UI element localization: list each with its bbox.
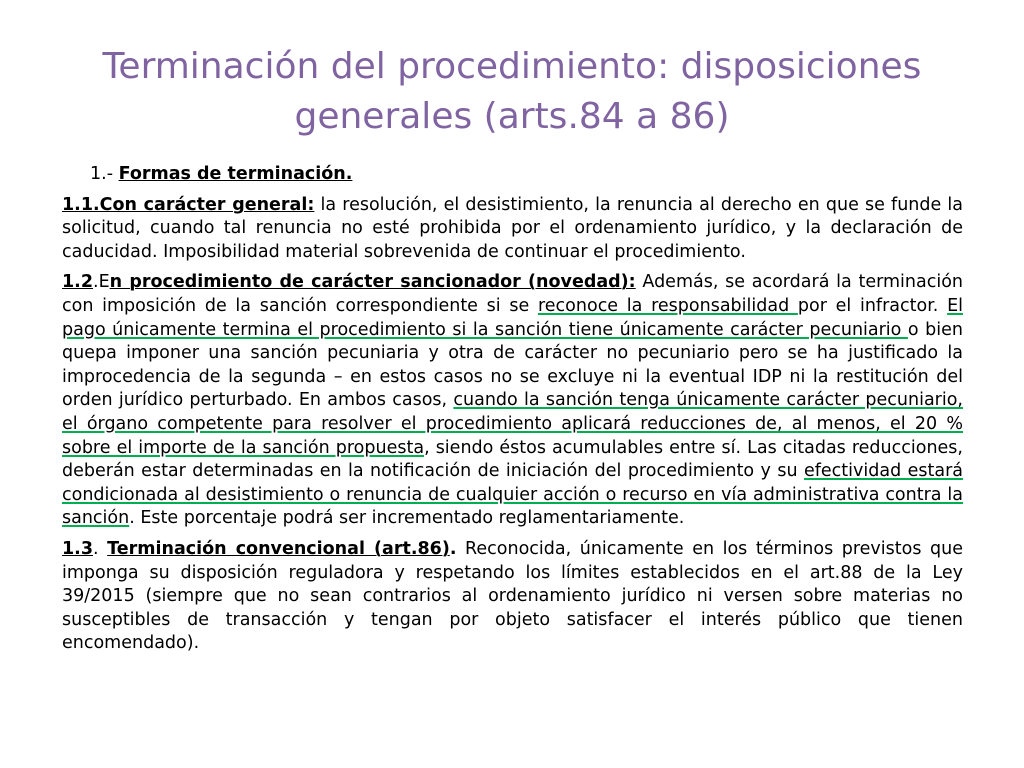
paragraph-1-1-heading: 1.1.Con carácter general: bbox=[62, 194, 315, 215]
paragraph-1-2-text-1: Además, se acordará la terminación con imposición de la sanción correspondiente si se bbox=[62, 272, 963, 316]
paragraph-1-3 bbox=[62, 538, 963, 656]
title-line-1: Terminación del procedimiento: disposiciones bbox=[102, 46, 922, 87]
paragraph-1-2-heading-b: n procedimiento de carácter sancionador (novedad): bbox=[109, 272, 636, 293]
paragraph-1-2-underlined-2: El pago únicamente termina el procedimiento si la sanción tiene únicamente carácter pecuniario bbox=[62, 295, 963, 340]
paragraph-1-1 bbox=[62, 194, 963, 265]
title-line-2: generales (arts.84 a 86) bbox=[294, 96, 730, 137]
paragraph-1-2-underlined-3: cuando la sanción tenga únicamente carácter pecuniario, el órgano competente para resolver el procedimiento aplicará reducciones de, al menos, el 20 % sobre el importe de la sanción propuesta bbox=[62, 390, 963, 458]
paragraph-1-3-dot-2: . bbox=[449, 538, 457, 559]
paragraph-1-3-number: 1.3 bbox=[62, 538, 94, 559]
section-1-title: Formas de terminación. bbox=[118, 164, 353, 184]
paragraph-1-2-text-4: , siendo éstos acumulables entre sí. Las citadas reducciones, deberán estar determinadas en la notificación de iniciación del procedimiento y su bbox=[62, 437, 963, 482]
paragraph-1-3-dot: . bbox=[93, 538, 108, 559]
section-1-number: 1.- bbox=[90, 164, 119, 184]
paragraph-1-2-text-5: . Este porcentaje podrá ser incrementado reglamentariamente. bbox=[129, 508, 685, 529]
paragraph-1-2 bbox=[62, 271, 963, 531]
paragraph-1-2-text-3: o bien quepa imponer una sanción pecuniaria y otra de carácter no pecuniario pero se ha justificado la improcedencia de la segunda – en estos casos no se excluye ni la eventual IDP ni la restitución del orden jurídico perturbado. En ambos casos, bbox=[62, 319, 963, 411]
section-1-heading bbox=[90, 163, 963, 187]
paragraph-1-1-text: la resolución, el desistimiento, la renuncia al derecho en que se funde la solicitud, cuando tal renuncia no esté prohibida por el ordenamiento jurídico, y la declaración de caducidad. Imposibilidad material sobrevenida de continuar el procedimiento. bbox=[62, 194, 964, 262]
slide-body bbox=[62, 163, 963, 663]
paragraph-1-2-underlined-4: efectividad estará condicionada al desistimiento o renuncia de cualquier acción o recurso en vía administrativa contra la sanción bbox=[62, 461, 963, 529]
paragraph-1-2-heading-a: .E bbox=[93, 272, 110, 293]
paragraph-1-3-heading: Terminación convencional (art.86) bbox=[107, 538, 450, 559]
paragraph-1-2-text-2: por el infractor. bbox=[797, 295, 948, 316]
paragraph-1-2-underlined-1: reconoce la responsabilidad bbox=[537, 295, 798, 316]
slide-title bbox=[60, 42, 964, 142]
paragraph-1-3-text: Reconocida, únicamente en los términos previstos que imponga su disposición reguladora y respetando los límites establecidos en el art.88 de la Ley 39/2015 (siempre que no sean contrarios al ordenamiento jurídico ni versen sobre materias no susceptibles de transacción y tengan por objeto satisfacer el interés público que tienen encomendado). bbox=[62, 538, 963, 654]
paragraph-1-2-number: 1.2 bbox=[62, 272, 94, 293]
